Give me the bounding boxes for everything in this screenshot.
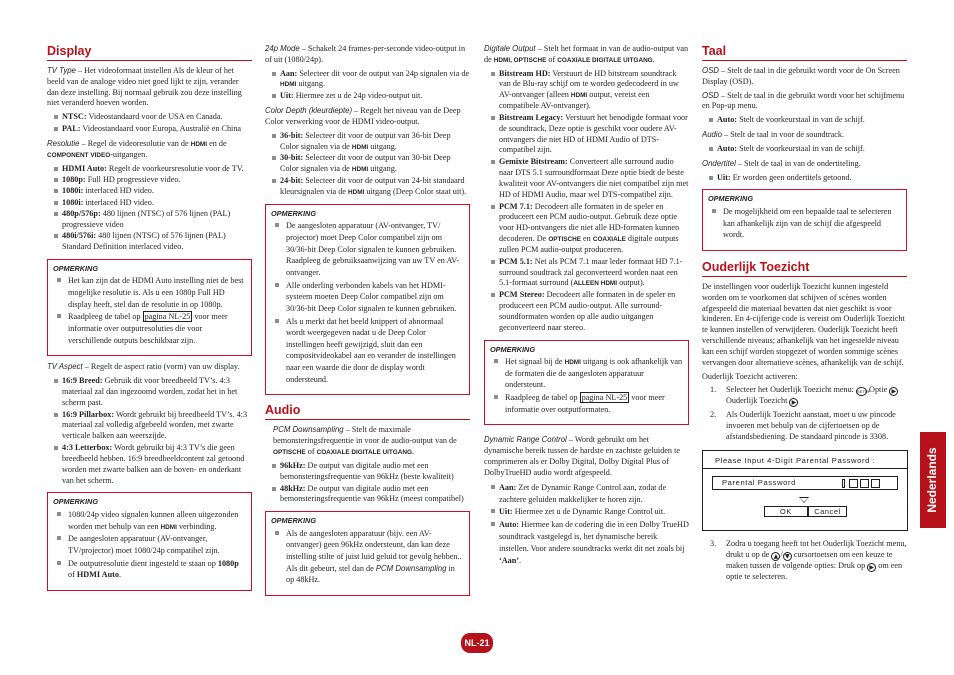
list-item: 24-bit: Selecteer dit voor de output van 24-bit standaard kleursignalen via de HDMI uitgang (Deep Color staat uit). [265, 176, 470, 198]
column-1 [47, 44, 252, 597]
list-item: Als de aangesloten apparatuur (bijv. een AV-ontvanger) geen 96kHz ondersteunt, dan kan deze instelling stilte of juist luid geluid tot gevolg hebben.. Als dit gebeurt, stel dan de PCM Downsampling in op 48kHz. [271, 528, 464, 586]
pcm-downsampling-list [265, 461, 470, 505]
list-item: Gemixte Bitstream: Converteert alle surround audio naar DTS 5.1 surroundformaat Deze optie biedt de beste kwaliteit voor AV-ontvangers die niet compatibel zijn met HD of HDMI Audio, maar wel DTS-compatibel zijn. [484, 157, 689, 200]
list-item: De mogelijkheid om een bepaalde taal te selecteren kan afhankelijk zijn van de schijf die afgespeeld wordt. [708, 206, 901, 241]
list-item: 16:9 Pillarbox: Wordt gebruikt bij breedbeeld TV’s. 4:3 materiaal zal volledig afgebeeld worden, met zwarte verticale balken aan weerszijde. [47, 410, 252, 442]
list-item: PCM 5.1: Net als PCM 7.1 maar leder formaat HD 7.1- surround soudtrack zal geconverteerd worden naat een 5.1-formaat surround (ALLEEN HDMI output). [484, 257, 689, 289]
parental-password-screen [702, 450, 908, 531]
note-title: OPMERKING [53, 497, 98, 507]
list-item: De aangesloten apparatuur (AV-ontvanger, TV/ projector) moet Deep Color compatibel zijn om 30/36-bit Deep Color signalen te kunnen gebruiken. Raadpleeg de gebruiksaanwijzing van uw TV en AV-ontvanger. [271, 220, 464, 278]
password-field[interactable] [712, 476, 898, 490]
page-reference-link[interactable]: pagina NL-25 [581, 393, 628, 403]
note-title: OPMERKING [708, 194, 753, 204]
pcm-downsampling-paragraph: PCM Downsampling – Stelt de maximale bemonsteringsfrequentie in voor de audio-output van de OPTISCHE of COAXIALE DIGITALE UITGANG. [273, 425, 457, 457]
p24-paragraph: 24p Mode – Schakelt 24 frames-per-seconde video-output in of uit (1080/24p). [265, 44, 466, 64]
color-depth-paragraph: Color Depth (kleurdiepte) – Regelt het niveau van de Deep Color verwerking voor de HDMI video-output. [265, 106, 461, 126]
note-title: OPMERKING [490, 344, 535, 354]
list-item: Bitstream HD: Verstuurt de HD bitstream soundtrack van de Blu-ray schijf om te worden gedecodeerd in uw AV-ontvanger (alleen HDMI output, vereist een compatibele AV-ontvanger). [484, 69, 689, 112]
tv-type-paragraph: TV Type – Het videoformaat instellen Als de kleur of het beeld van de analoge video niet goed lijkt te zijn, verander dan deze instelling. Bij normaal gebruik zou deze instelling niet veranderd hoeven worden. [47, 66, 242, 108]
play-button-icon: ▶ [867, 563, 876, 572]
list-item: 16:9 Breed: Gebruik dit voor breedbeeld TV’s. 4:3 materiaal zal dan ingezoomd worden, zodat het in het scherm past. [47, 376, 252, 408]
digital-output-paragraph: Digitale Output – Stelt het formaat in van de audio-output van de HDMI, OPTISCHE of COAXIALE DIGITALE UITGANG. [484, 44, 689, 64]
column-4 [702, 44, 907, 586]
note-box [702, 189, 907, 251]
list-item: Het kan zijn dat de HDMI Auto instelling niet de best mogelijke resolutie is. Als u een 1080p Full HD display heeft, stel dan de resolutie in op 1080p. [53, 275, 246, 310]
list-item: Uit: Hiermee zet u de Dynamic Range Control uit. [484, 506, 689, 518]
list-item: Aan: Selecteer dit voor de output van 24p signalen via de HDMI uitgang. [265, 69, 470, 91]
parental-paragraph: De instellingen voor ouderlijk Toezicht kunnen ingesteld worden om te voorkomen dat schijven of scènes worden afgespeeld die materiaal bevatten dat niet geschikt is voor kinderen. En 4-cijferige code is vereist om Ouderlijk Toezicht te kunnen instellen of verwijderen. Ouderlijk Toezicht heeft verschillende niveaus; afhankelijk van het ingestelde niveau kan een schijf worden stopgezet of worden sommige scènes vervangen door alternatieve scènes, afhankelijk van de schijf. [702, 282, 905, 367]
digital-output-list [484, 69, 689, 334]
list-item: Het signaal bij de HDMI uitgang is ook afhankelijk van de formaten die de aangesloten apparatuur ondersteunt. [490, 356, 683, 391]
tv-type-list [47, 112, 252, 135]
list-item: 48kHz: De output van digitale audio met een bemonsteringsfrequentie van 96kHz (meest compatibel) [265, 484, 470, 506]
steps-list-continued [702, 539, 907, 583]
chevron-down-icon [799, 497, 809, 503]
list-item: HDMI Auto: Regelt de voorkeursresolutie voor de TV. [47, 164, 252, 175]
column-3 [484, 44, 689, 571]
drc-list [484, 482, 689, 567]
list-item: Uit: Hiermee zet u de 24p video-output uit. [265, 91, 470, 102]
list-item: 480p/576p: 480 lijnen (NTSC) of 576 lijnen (PAL) progressieve video [47, 209, 252, 231]
note-box [484, 340, 689, 426]
list-item: 480i/576i: 480 lijnen (NTSC) of 576 lijnen (PAL) Standard Definition interlaced video. [47, 231, 252, 253]
resolutie-paragraph: Resolutie – Regel de videoresolutie van de HDMI en de COMPONENT VIDEO-uitgangen. [47, 138, 227, 159]
page-number: NL-21 [461, 633, 493, 653]
term-tv-type: TV Type [47, 66, 76, 75]
list-item: 4:3 Letterbox: Wordt gebruikt bij 4:3 TV’s die geen breedbeeld hebben. 16:9 breedbeeldcontent zal getoond worden met zwarte balken aan de boven- en onderkant van het scherm. [47, 443, 252, 486]
section-heading-taal: Taal [702, 44, 907, 61]
password-field-label: Parental Password [722, 477, 796, 487]
list-item: Raadpleeg de tabel op pagina NL-25 voor meer informatie over outputresoluties die voor verschillende outputs beschikbaar zijn. [53, 311, 246, 346]
list-item: 36-bit: Selecteer dit voor de output van 36-bit Deep Color signalen via de HDMI uitgang. [265, 131, 470, 153]
audio-language-paragraph: Audio – Stelt de taal in voor de soundtrack. [702, 130, 845, 140]
digit-box[interactable] [849, 479, 858, 488]
list-item: PCM 7.1: Decodeert alle formaten in de speler en produceert een PCM audio-output. Gebruik deze optie voor HD-ontvangers die niet alle HD-formaten kunnen decoderen. De OPTISCHE en COAXIALE digitale outputs zullen PCM audio-output produceren. [484, 202, 689, 256]
list-item: De aangesloten apparatuur (AV-ontvanger, TV/projector) moet 1080/24p compatibel zijn. [53, 533, 246, 556]
list-item: 1080p: Full HD progressieve video. [47, 175, 252, 186]
list-item: Aan: Zet de Dynamic Range Control aan, zodat de zachtere geluiden makkelijker te horen zijn. [484, 482, 689, 506]
osd-paragraph: OSD – Stelt de taal in die gebruikt wordt voor de On Screen Display (OSD). [702, 66, 900, 86]
drc-paragraph: Dynamic Range Control – Wordt gebruikt om het dynamische bereik tussen de hardste en zachtste geluiden te comprimeren als er Dolby Digital, Dolby Digital Plus of DolbyTrueHD audio wordt afgespeeld. [484, 435, 680, 477]
list-item: 3. Zodra u toegang heeft tot het Ouderlijk Toezicht menu, drukt u op de ▲ / ▼ cursortoetsen om een keuze te maken tussen de volgende opties: Druk op ▶ om een optie te selecteren. [710, 538, 907, 581]
note-title: OPMERKING [271, 516, 316, 526]
list-item: De outputresolutie dient ingesteld te staan op 1080p of HDMI Auto. [53, 558, 246, 581]
section-heading-parental: Ouderlijk Toezicht [702, 260, 907, 277]
list-item: Auto: Hiermee kan de codering die in een Dolby TrueHD soundtrack vastgelegd is, het dynamische bereik instellen. Voor andere soundtracks werkt dit net zoals bij ‘Aan’. [484, 519, 689, 567]
list-item: 30-bit: Selecteer dit voor de output van 30-bit Deep Color signalen via de HDMI uitgang. [265, 153, 470, 175]
ondertitel-paragraph: Ondertitel – Stelt de taal in van de ondertiteling. [702, 158, 861, 168]
list-item: 1080i: interlaced HD video. [47, 198, 252, 209]
note-box [47, 492, 252, 590]
down-arrow-icon: ▼ [783, 552, 792, 561]
note-box [265, 204, 470, 396]
section-heading-display: Display [47, 44, 252, 61]
note-title: OPMERKING [53, 263, 98, 273]
ok-button[interactable]: OK [764, 506, 808, 517]
osd-menu-paragraph: OSD – Stelt de taal in die gebruikt wordt voor het schijfmenu en Pop-up menu. [702, 90, 905, 111]
note-title: OPMERKING [271, 208, 316, 218]
column-2 [265, 44, 470, 602]
up-arrow-icon: ▲ [771, 552, 780, 561]
list-item: Bitstream Legacy: Verstuurt het benodigde formaat voor de soundtrack, Deze optie is geschikt voor oudere AV-ontvangers die niet HD of HDMI Audio of DTS-compatibel zijn. [484, 113, 689, 156]
list-item: PCM Stereo: Decodeert alle formaten in de speler en produceert een PCM audio-output. Alle surround-soundformaten worden op alle audio uitgangen geconverteerd naar stereo. [484, 290, 689, 333]
resolutie-list [47, 164, 252, 253]
section-heading-audio: Audio [265, 403, 470, 420]
cancel-button[interactable]: Cancel [808, 506, 847, 517]
list-item: Als u merkt dat het beeld knippert of abnormaal wordt weergegeven nadat u de Deep Color instellingen heeft gewijzigd, sluit dan een compositvideokabel aan en verander de instellingen naar een waarde die door de display wordt ondersteund. [271, 316, 464, 386]
list-item: NTSC: Videostandaard voor de USA en Canada. [47, 112, 252, 123]
setup-button-icon: SETUP [857, 389, 871, 395]
p24-list [265, 69, 470, 102]
list-item: 1080/24p video signalen kunnen alleen uitgezonden worden met behulp van een HDMI verbinding. [53, 509, 246, 532]
list-item: Auto: Stelt de voorkeurstaal in van de schijf. [702, 115, 907, 126]
digit-cursor[interactable] [842, 479, 845, 488]
password-prompt: Please Input 4-Digit Parental Password : [715, 455, 876, 465]
list-item: PAL: Videostandaard voor Europa, Australië en China [47, 124, 252, 135]
list-item: Raadpleeg de tabel op pagina NL-25 voor meer informatie over outputformaten. [490, 392, 683, 415]
list-item: Uit: Er worden geen ondertitels getoond. [702, 173, 907, 184]
play-button-icon: ▶ [889, 387, 898, 396]
list-item: 96kHz: De output van digitale audio met een bemonsteringsfrequentie van 96kHz (beste kwaliteit) [265, 461, 470, 483]
language-side-tab: Nederlands [920, 432, 946, 528]
password-digits[interactable] [842, 479, 882, 489]
list-item: 1080i: interlaced HD video. [47, 186, 252, 197]
steps-list [702, 385, 907, 442]
digit-box[interactable] [871, 479, 880, 488]
note-box [265, 511, 470, 596]
page-reference-link[interactable]: pagina NL-25 [144, 312, 191, 322]
list-item: 2. Als Ouderlijk Toezicht aanstaat, moet u uw pincode invoeren met behulp van de cijfertoetsen op de afstandsbediening. De standaard pincode is 3308. [710, 410, 896, 442]
color-depth-list [265, 131, 470, 198]
list-item: 1. Selecteer het Ouderlijk Toezicht menu: SETUP Optie ▶ Ouderlijk Toezicht ▶ [702, 385, 907, 407]
list-item: Alle onderling verbonden kabels van het HDMI-systeem moeten Deep Color compatibel zijn om 30/36-bit Deep Color signalen te kunnen gebruiken. [271, 280, 464, 315]
activate-label: Ouderlijk Toezicht activeren: [702, 371, 798, 381]
tv-aspect-paragraph: TV Aspect – Regelt de aspect ratio (vorm) van uw display. [47, 362, 240, 372]
play-button-icon: ▶ [789, 398, 798, 407]
tv-aspect-list [47, 376, 252, 486]
digit-box[interactable] [860, 479, 869, 488]
list-item: Auto: Stelt de voorkeurstaal in van de schijf. [702, 144, 907, 155]
divider [703, 468, 907, 469]
note-box [47, 259, 252, 356]
